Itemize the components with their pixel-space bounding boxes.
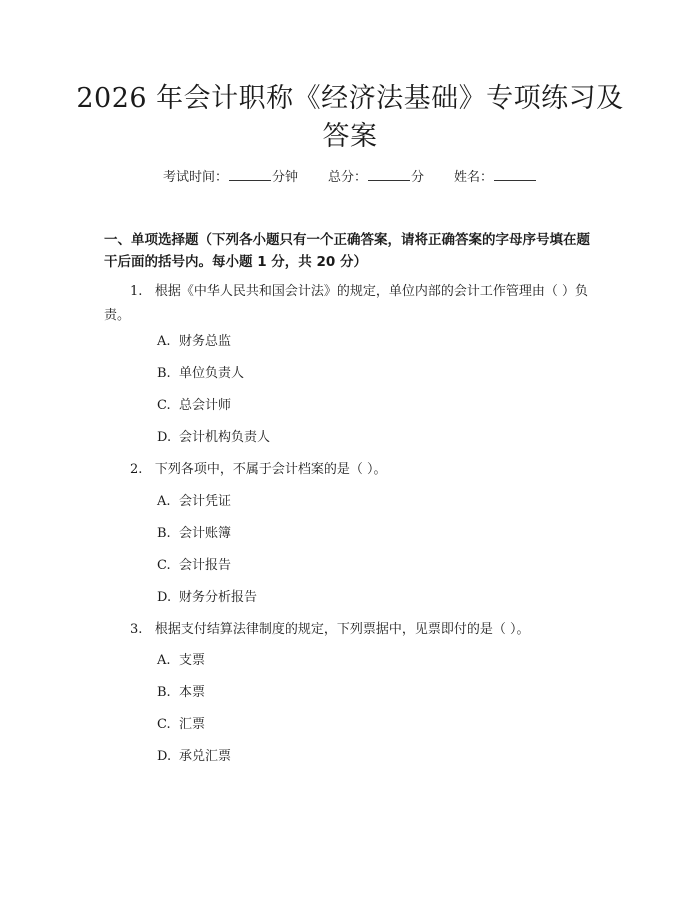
- total-score-label: 总分：: [327, 170, 367, 185]
- exam-time-field: [163, 166, 298, 185]
- option-1c: C. 总会计师: [157, 398, 232, 413]
- section-heading: 一、单项选择题（下列各小题只有一个正确答案，请将正确答案的字母序号填在题干后面的括号内。每小题 1 分，共 20 分）: [104, 232, 590, 270]
- name-field: [454, 166, 537, 185]
- option-1a: A. 财务总监: [157, 334, 232, 349]
- question-number: 2.: [130, 462, 143, 477]
- total-score-blank: [368, 167, 410, 181]
- name-blank: [494, 167, 536, 181]
- question-number: 1.: [130, 284, 143, 299]
- question-2: [104, 458, 594, 482]
- question-text: 下列各项中，不属于会计档案的是（ ）。: [154, 462, 387, 477]
- exam-info-line: [0, 166, 700, 185]
- option-2c: C. 会计报告: [157, 558, 232, 573]
- document-title: [60, 80, 640, 156]
- title-line-1: 2026 年会计职称《经济法基础》专项练习及: [76, 83, 624, 114]
- question-1: [104, 280, 594, 328]
- total-score-unit: 分: [411, 170, 425, 185]
- option-3c: C. 汇票: [157, 717, 206, 732]
- question-3: [104, 618, 594, 642]
- question-number: 3.: [130, 622, 143, 637]
- exam-time-label: 考试时间：: [162, 170, 228, 185]
- name-label: 姓名：: [454, 170, 494, 185]
- question-text: 根据《中华人民共和国会计法》的规定，单位内部的会计工作管理由（ ）负责。: [104, 284, 588, 323]
- option-2a: A. 会计凭证: [157, 494, 232, 509]
- option-2d: D. 财务分析报告: [157, 590, 258, 605]
- exam-time-blank: [229, 167, 271, 181]
- option-2b: B. 会计账簿: [157, 526, 232, 541]
- exam-time-unit: 分钟: [271, 170, 298, 185]
- question-text: 根据支付结算法律制度的规定，下列票据中，见票即付的是（ ）。: [154, 622, 530, 637]
- option-1d: D. 会计机构负责人: [157, 430, 271, 445]
- option-3b: B. 本票: [157, 685, 206, 700]
- option-1b: B. 单位负责人: [157, 366, 245, 381]
- option-3a: A. 支票: [157, 653, 206, 668]
- title-line-2: 答案: [322, 121, 378, 152]
- total-score-field: [328, 166, 424, 185]
- option-3d: D. 承兑汇票: [157, 749, 232, 764]
